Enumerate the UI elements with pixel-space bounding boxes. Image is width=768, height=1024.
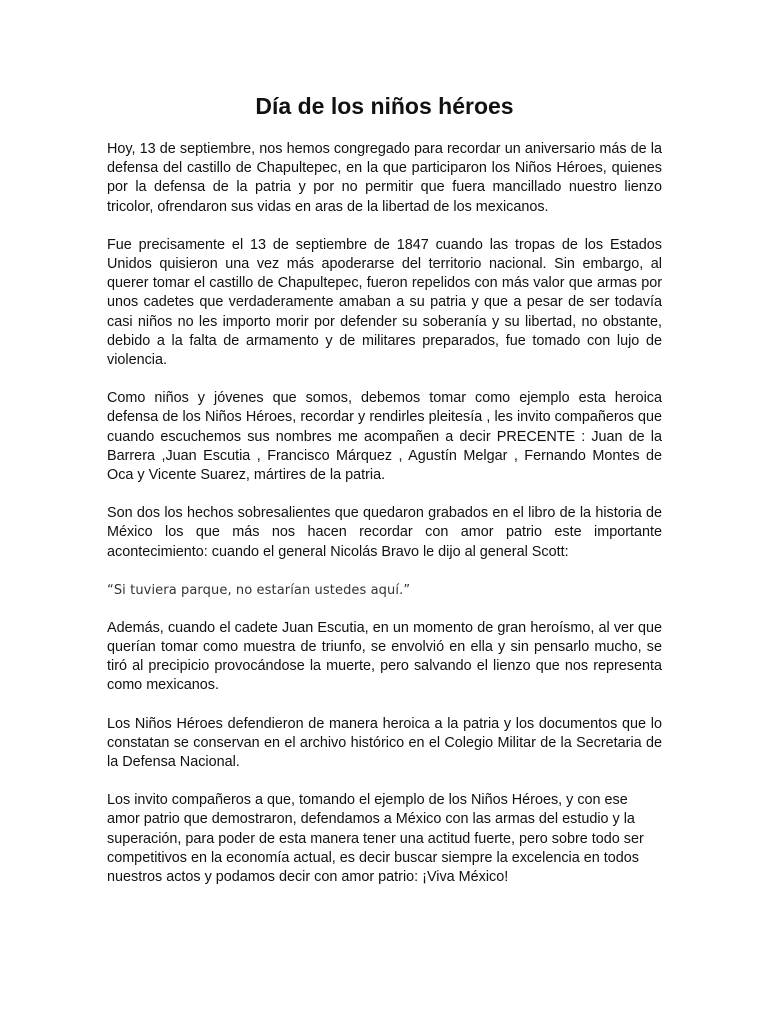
paragraph-closing: Los invito compañeros a que, tomando el ejemplo de los Niños Héroes, y con ese amor patrio que demostraron, defendamos a México con las armas del estudio y la superación, para poder de esta manera tener una actitud fuerte, pero sobre todo ser competitivos en la economía actual, es decir buscar siempre la excelencia en todos nuestros actos y podamos decir con amor patrio: ¡Viva México! <box>107 792 644 886</box>
paragraph-tribute: Como niños y jóvenes que somos, debemos tomar como ejemplo esta heroica defensa de los Niños Héroes, recordar y rendirles pleitesía , les invito compañeros que cuando escuchemos sus nombres me acompañen a decir PRECENTE : Juan de la Barrera ,Juan Escutia , Francisco Márquez , Agustín Melgar , Fernando Montes de Oca y Vicente Suarez, mártires de la patria. <box>107 390 662 484</box>
paragraph-escutia: Además, cuando el cadete Juan Escutia, en un momento de gran heroísmo, al ver que querían tomar como muestra de triunfo, se envolvió en ella y sin pensarlo mucho, se tiró al precipicio provocándose la muerte, pero salvando el lienzo que nos representa como mexicanos. <box>107 619 662 694</box>
document-title: Día de los niños héroes <box>255 93 514 119</box>
paragraph-intro: Hoy, 13 de septiembre, nos hemos congregado para recordar un aniversario más de la defensa del castillo de Chapultepec, en la que participaron los Niños Héroes, quienes por la defensa de la patria y por no permitir que fuera mancillado nuestro lienzo tricolor, ofrendaron sus vidas en aras de la libertad de los mexicanos. <box>107 141 662 215</box>
document-page <box>107 92 662 906</box>
paragraph-archive: Los Niños Héroes defendieron de manera heroica a la patria y los documentos que lo constatan se conservan en el archivo histórico en el Colegio Militar de la Secretaria de la Defensa Nacional. <box>107 715 662 771</box>
paragraph-history: Fue precisamente el 13 de septiembre de 1847 cuando las tropas de los Estados Unidos quisieron una vez más apoderarse del territorio nacional. Sin embargo, al querer tomar el castillo de Chapultepec, fueron repelidos con más valor que armas por unos cadetes que verdaderamente amaban a su patria y que a pesar de ser todavía casi niños no les importo morir por defender su soberanía y su libertad, no obstante, debido a la falta de armamento y de militares preparados, fue tomado con lujo de violencia. <box>107 236 662 369</box>
bravo-quote: “Si tuviera parque, no estarían ustedes aquí.” <box>107 582 411 598</box>
paragraph-events: Son dos los hechos sobresalientes que quedaron grabados en el libro de la historia de México los que más nos hacen recordar con amor patrio este importante acontecimiento: cuando el general Nicolás Bravo le dijo al general Scott: <box>107 505 662 560</box>
